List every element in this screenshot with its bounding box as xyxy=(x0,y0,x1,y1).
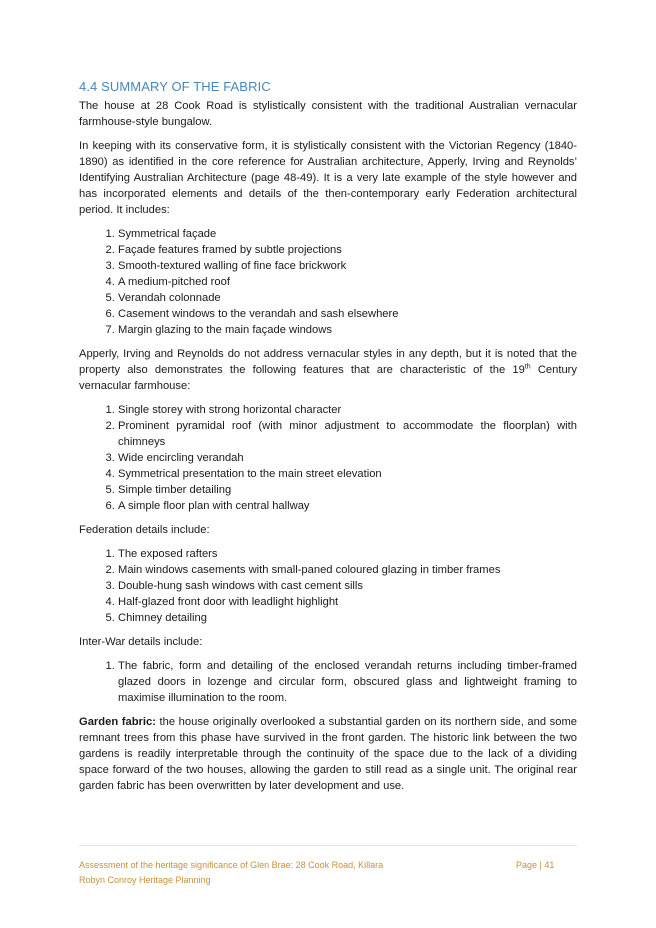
interwar-label: Inter-War details include: xyxy=(79,636,203,648)
list-item: 4. Symmetrical presentation to the main street elevation xyxy=(118,466,577,482)
list-item: 1. The fabric, form and detailing of the enclosed verandah returns including timber-framed glazed doors in lozenge and circular form, obscured glass and lightweight framing to maximise illumination to the room. xyxy=(118,658,577,706)
list-item: 1. The exposed rafters xyxy=(118,546,577,562)
list-item: 3. Wide encircling verandah xyxy=(118,450,577,466)
list-item: 2. Façade features framed by subtle projections xyxy=(118,242,577,258)
vernacular-text-start: Apperly, Irving and Reynolds do not address vernacular styles in any depth, but it is noted that the property also demonstrates the following features that are characteristic of the 19 xyxy=(79,348,577,376)
footer-author: Robyn Conroy Heritage Planning xyxy=(79,875,211,885)
section-heading: 4.4 SUMMARY OF THE FABRIC xyxy=(79,79,271,94)
list-item: 1. Single storey with strong horizontal character xyxy=(118,402,577,418)
list-item: 2. Prominent pyramidal roof (with minor adjustment to accommodate the floorplan) with chimneys xyxy=(118,418,577,450)
page-number: Page | 41 xyxy=(516,860,555,870)
federation-details-list xyxy=(79,546,577,626)
list-item: 3. Smooth-textured walling of fine face brickwork xyxy=(118,258,577,274)
interwar-details-list xyxy=(79,658,577,706)
federation-label: Federation details include: xyxy=(79,524,210,536)
list-item: 5. Verandah colonnade xyxy=(118,290,577,306)
garden-text: the house originally overlooked a substantial garden on its northern side, and some remnant trees from this phase have survived in the front garden. The historic link between the two gardens is readily interpretable through the continuity of the space due to the lack of a dividing space forward of the two houses, allowing the garden to still read as a single unit. The original rear garden fabric has been overwritten by later development and use. xyxy=(79,716,577,792)
list-item: 4. A medium-pitched roof xyxy=(118,274,577,290)
intro-paragraph: The house at 28 Cook Road is stylistically consistent with the traditional Australian vernacular farmhouse-style bungalow. xyxy=(79,100,577,128)
regency-features-list xyxy=(79,226,577,338)
list-item: 2. Main windows casements with small-paned coloured glazing in timber frames xyxy=(118,562,577,578)
list-item: 1. Symmetrical façade xyxy=(118,226,577,242)
list-item: 4. Half-glazed front door with leadlight highlight xyxy=(118,594,577,610)
list-item: 5. Simple timber detailing xyxy=(118,482,577,498)
list-item: 6. Casement windows to the verandah and sash elsewhere xyxy=(118,306,577,322)
superscript-th: th xyxy=(524,363,531,371)
list-item: 7. Margin glazing to the main façade windows xyxy=(118,322,577,338)
vernacular-paragraph xyxy=(79,346,577,394)
footer-left xyxy=(79,858,383,888)
vernacular-text-end: Century vernacular farmhouse: xyxy=(79,364,578,392)
garden-label: Garden fabric: xyxy=(79,716,156,728)
document-body xyxy=(79,78,577,802)
footer-document-title: Assessment of the heritage significance of Glen Brae: 28 Cook Road, Killara xyxy=(79,860,384,870)
footer-divider xyxy=(79,845,577,846)
regency-paragraph: In keeping with its conservative form, it is stylistically consistent with the Victorian Regency (1840-1890) as identified in the core reference for Australian architecture, Apperly, Irving and Reynolds’ Identifying Australian Architecture (page 48-49). It is a very late example of the style however and has incorporated elements and details of the then-contemporary early Federation architectural period. It includes: xyxy=(79,140,577,216)
list-item: 6. A simple floor plan with central hallway xyxy=(118,498,577,514)
list-item: 3. Double-hung sash windows with cast cement sills xyxy=(118,578,577,594)
garden-paragraph xyxy=(79,714,577,794)
list-item: 5. Chimney detailing xyxy=(118,610,577,626)
vernacular-features-list xyxy=(79,402,577,514)
